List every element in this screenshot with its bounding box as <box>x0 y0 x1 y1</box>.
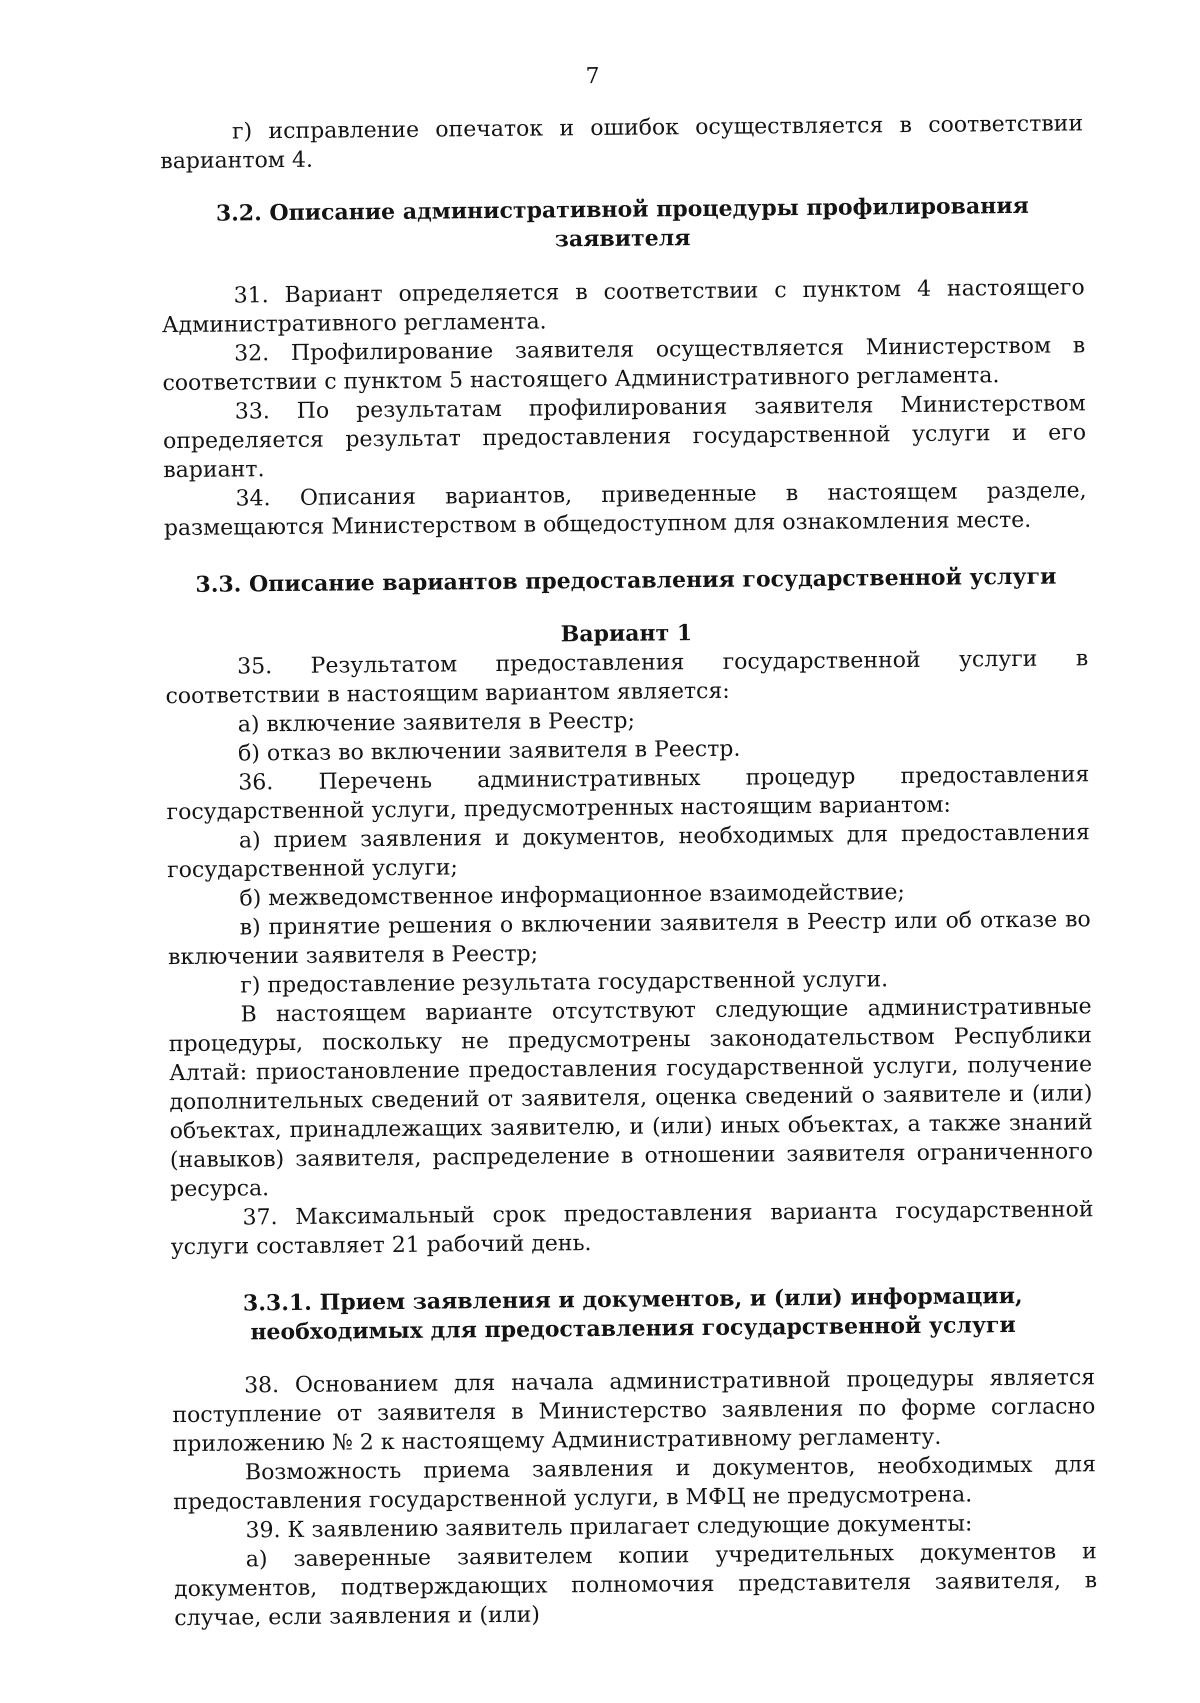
paragraph-31: 31. Вариант определяется в соответствии с пунктом 4 настоящего Административного регламента. <box>161 275 1085 339</box>
document-body <box>160 109 1098 1633</box>
list-item: г) предоставление результата государственной услуги. <box>240 967 889 999</box>
paragraph-36: 36. Перечень административных процедур предоставления государственной услуги, предусмотренных настоящим вариантом: <box>166 762 1090 826</box>
paragraph-36-note: В настоящем варианте отсутствуют следующие административные процедуры, поскольку не предусмотрены законодательством Республики Алтай: приостановление предоставления государственной услуги, получение дополнительных сведений от заявителя, оценка сведений о заявителе и (или) объектах, принадлежащих заявителю, и (или) иных объектах, а также знаний (навыков) заявителя, распределение в отношении заявителя ограниченного ресурса. <box>168 994 1094 1203</box>
list-item: а) прием заявления и документов, необходимых для предоставления государственной услуги; <box>167 820 1090 884</box>
list-item: в) принятие решения о включении заявителя в Реестр или об отказе во включении заявителя в Реестр; <box>167 907 1091 971</box>
list-item: б) отказ во включении заявителя в Реестр. <box>237 736 741 767</box>
variant-title: Вариант 1 <box>560 620 693 648</box>
list-item: а) включение заявителя в Реестр; <box>237 708 636 738</box>
paragraph-39: 39. К заявлению заявитель прилагает следующие документы: <box>245 1511 973 1544</box>
paragraph-38: 38. Основанием для начала административной процедуры является поступление от заявителя в Министерство заявления по форме согласно приложению № 2 к настоящему Административному регламенту. <box>172 1365 1096 1458</box>
section-heading-3-3-1 <box>171 1281 1095 1348</box>
section-heading-3-2: 3.2. Описание административной процедуры профилирования заявителя <box>215 192 1029 253</box>
section-heading-line: необходимых для предоставления государственной услуги <box>250 1312 1016 1346</box>
list-item: а) заверенные заявителем копии учредительных документов и документов, подтверждающих полномочия представителя заявителя, в случае, если заявления и (или) <box>173 1539 1098 1632</box>
paragraph-34: 34. Описания вариантов, приведенные в настоящем разделе, размещаются Министерством в общедоступном для ознакомления месте. <box>163 478 1087 542</box>
section-heading-line: 3.3.1. Прием заявления и документов, и (или) информации, <box>242 1282 1023 1317</box>
page-number: 7 <box>585 63 600 90</box>
list-item: б) межведомственное информационное взаимодействие; <box>239 880 905 912</box>
paragraph-35: 35. Результатом предоставления государственной услуги в соответствии в настоящим вариантом является: <box>165 646 1089 710</box>
paragraph-32: 32. Профилирование заявителя осуществляется Министерством в соответствии с пунктом 5 настоящего Административного регламента. <box>162 333 1086 397</box>
list-item: г) исправление опечаток и ошибок осуществляется в соответствии вариантом 4. <box>160 111 1084 175</box>
paragraph-38-note: Возможность приема заявления и документов, необходимых для предоставления государственной услуги, в МФЦ не предусмотрена. <box>173 1452 1097 1516</box>
section-heading-3-3: 3.3. Описание вариантов предоставления государственной услуги <box>195 563 1057 598</box>
paragraph-37: 37. Максимальный срок предоставления варианта государственной услуги составляет 21 рабочий день. <box>170 1197 1094 1261</box>
paragraph-33: 33. По результатам профилирования заявителя Министерством определяется результат предоставления государственной услуги и его вариант. <box>162 391 1087 484</box>
